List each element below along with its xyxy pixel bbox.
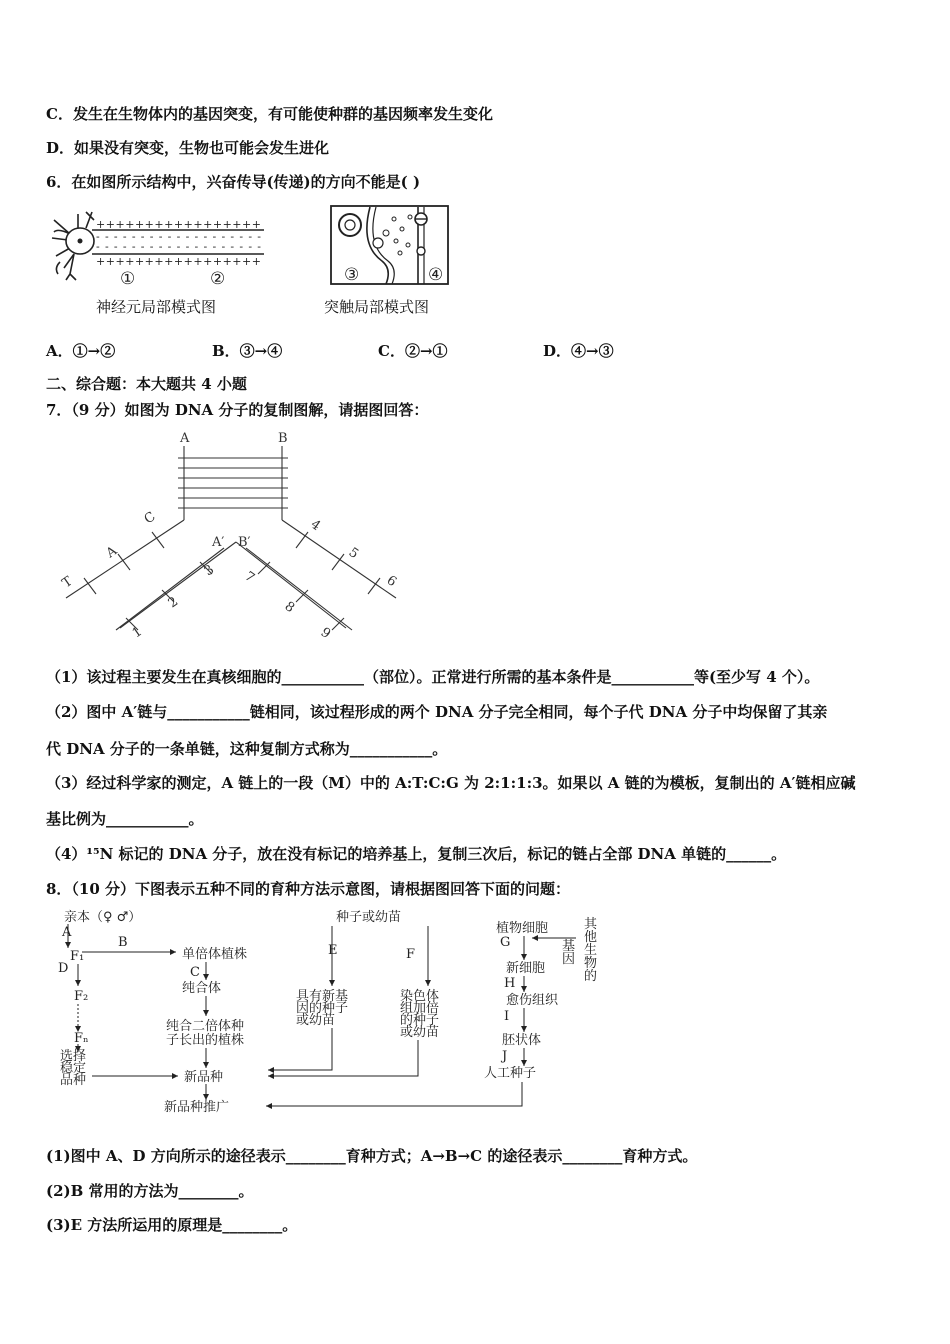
fig-other-5: 的: [584, 969, 598, 984]
membrane-charge-bottom: + + + + + + + + + + + + + + + + +: [96, 255, 261, 268]
fig-other-1: 其: [584, 917, 598, 932]
fig-label-b: B: [118, 935, 128, 950]
fig-label-c: C: [190, 965, 200, 980]
synapse-caption: 突触局部模式图: [324, 298, 430, 316]
fig-chrom-1: 染色体: [400, 989, 440, 1004]
fig-embryoid: 胚状体: [502, 1033, 542, 1048]
synapse-label-4: ④: [428, 265, 444, 285]
fig-label-g: G: [500, 935, 511, 950]
dna-label-2: 2: [165, 594, 182, 612]
q7-stem: 7．（9 分）如图为 DNA 分子的复制图解，请据图回答：: [46, 401, 429, 419]
fig-newgene-3: 或幼苗: [296, 1013, 336, 1028]
dna-label-t: T: [60, 574, 76, 592]
fig-f2: F₂: [74, 989, 89, 1004]
q7-sub4: （4）¹⁵N 标记的 DNA 分子，放在没有标记的培养基上，复制三次后，标记的链占全部 DNA 单链的______。: [46, 845, 787, 863]
fig-label-h: H: [504, 976, 516, 991]
q6-stem: 6．在如图所示结构中，兴奋传导(传递)的方向不能是( ): [46, 173, 421, 191]
fig-newgene-1: 具有新基: [296, 989, 349, 1004]
membrane-charge-inner-1: - - - - - - - - - - - - - - - - - - -: [96, 230, 261, 243]
q8-stem: 8．（10 分）下图表示五种不同的育种方法示意图，请根据图回答下面的问题：: [46, 880, 571, 898]
membrane-charge-top: + + + + + + + + + + + + + + + + +: [96, 218, 261, 231]
dna-label-7: 7: [241, 568, 258, 587]
q7-sub2-line1: （2）图中 A′链与___________链相同，该过程形成的两个 DNA 分子完全相同，每个子代 DNA 分子中均保留了其亲: [46, 703, 828, 721]
receptor-2: [417, 247, 425, 255]
fig-gene-2: 因: [562, 952, 576, 967]
fig-f1: F₁: [70, 949, 85, 964]
synaptic-vesicle: [373, 238, 383, 248]
dna-label-a-strand: A: [103, 543, 120, 562]
fig-select-3: 品种: [60, 1073, 87, 1088]
fig-newgene-2: 因的种子: [296, 1001, 349, 1016]
q7-sub2-line2: 代 DNA 分子的一条单链，这种复制方式称为___________。: [46, 740, 448, 758]
fig-label-a: A: [62, 925, 72, 940]
neuron-caption: 神经元局部模式图: [96, 298, 217, 316]
q6-option-b: B．③→④: [212, 342, 283, 360]
fig-chrom-4: 或幼苗: [400, 1025, 440, 1040]
fig-homozygous: 纯合体: [182, 981, 222, 996]
fig-label-j: J: [502, 1049, 508, 1064]
q7-sub3-line2: 基比例为___________。: [46, 810, 204, 828]
synapse-label-3: ③: [344, 265, 360, 285]
q8-sub2: (2)B 常用的方法为________。: [46, 1182, 254, 1200]
fig-new-cell: 新细胞: [506, 961, 546, 976]
fig-fn: Fₙ: [74, 1031, 89, 1046]
fig-label-e: E: [328, 943, 338, 958]
neuron-label-2: ②: [210, 269, 226, 288]
fig-chrom-3: 的种子: [400, 1013, 440, 1028]
q8-sub1: (1)图中 A、D 方向所示的途径表示________育种方式；A→B→C 的途径表示________育种方式。: [46, 1147, 698, 1165]
neuron-nucleus: [78, 239, 83, 244]
fig-parent: 亲本（♀ ♂）: [64, 910, 142, 925]
synapse-figure: [330, 205, 450, 287]
dna-label-9: 9: [317, 624, 334, 643]
fig-other-2: 他: [584, 930, 598, 945]
fig-label-f: F: [406, 947, 416, 962]
dna-label-c: C: [141, 509, 159, 528]
dna-parent-strands: [178, 446, 288, 520]
q8-sub3: (3)E 方法所运用的原理是________。: [46, 1216, 298, 1234]
dna-label-b-prime: B′: [238, 535, 251, 550]
dna-base-ticks: [84, 532, 380, 630]
breeding-methods-figure: [56, 908, 616, 1118]
fig-select-1: 选择: [60, 1049, 87, 1064]
dna-label-b: B: [278, 431, 288, 446]
fig-artificial-seed: 人工种子: [484, 1066, 537, 1081]
neuron-figure: [48, 208, 268, 288]
fig-seed: 种子或幼苗: [336, 910, 402, 925]
dna-label-4: 4: [307, 516, 324, 535]
dna-label-6: 6: [383, 572, 400, 591]
fig-promote: 新品种推广: [164, 1100, 230, 1115]
fig-select-2: 稳定: [60, 1061, 87, 1076]
mitochondrion: [339, 214, 361, 236]
q6-option-c: C．②→①: [378, 342, 448, 360]
fig-diploid-2: 子长出的植株: [166, 1033, 245, 1048]
q5-option-d: D．如果没有突变，生物也可能会发生进化: [46, 139, 330, 157]
dna-label-1: 1: [129, 624, 146, 642]
dna-replication-figure: [60, 428, 410, 650]
section-heading: 二、综合题：本大题共 4 小题: [46, 375, 247, 393]
q5-option-c: C．发生在生物体内的基因突变，有可能使种群的基因频率发生变化: [46, 105, 493, 123]
fig-other-4: 物: [584, 956, 598, 971]
dna-label-5: 5: [345, 544, 362, 563]
dna-daughter-strands: [66, 520, 396, 630]
dna-label-3: 3: [201, 562, 218, 580]
q6-option-d: D．④→③: [543, 342, 614, 360]
fig-gene-1: 基: [562, 939, 576, 954]
neuron-label-1: ①: [120, 269, 136, 288]
fig-label-d: D: [58, 961, 69, 976]
membrane-charge-inner-2: - - - - - - - - - - - - - - - - - - -: [96, 240, 261, 253]
q7-sub3-line1: （3）经过科学家的测定，A 链上的一段（M）中的 A:T:C:G 为 2:1:1:3。如果以 A 链的为模板，复制出的 A′链相应碱: [46, 774, 856, 792]
fig-chrom-2: 组加倍: [400, 1001, 440, 1016]
fig-other-3: 生: [584, 943, 598, 958]
fig-callus: 愈伤组织: [506, 993, 559, 1008]
fig-new-variety: 新品种: [184, 1070, 224, 1085]
fig-haploid: 单倍体植株: [182, 947, 248, 962]
q7-sub1: （1）该过程主要发生在真核细胞的___________（部位）。正常进行所需的基本条件是___________等(至少写 4 个）。: [46, 668, 820, 686]
q6-option-a: A．①→②: [46, 342, 116, 360]
fig-diploid-1: 纯合二倍体种: [166, 1019, 245, 1034]
fig-label-i: I: [504, 1009, 510, 1024]
dna-label-a: A: [180, 431, 190, 446]
dna-label-a-prime: A′: [212, 535, 225, 550]
dna-label-8: 8: [281, 598, 298, 617]
fig-plant-cell: 植物细胞: [496, 921, 549, 936]
